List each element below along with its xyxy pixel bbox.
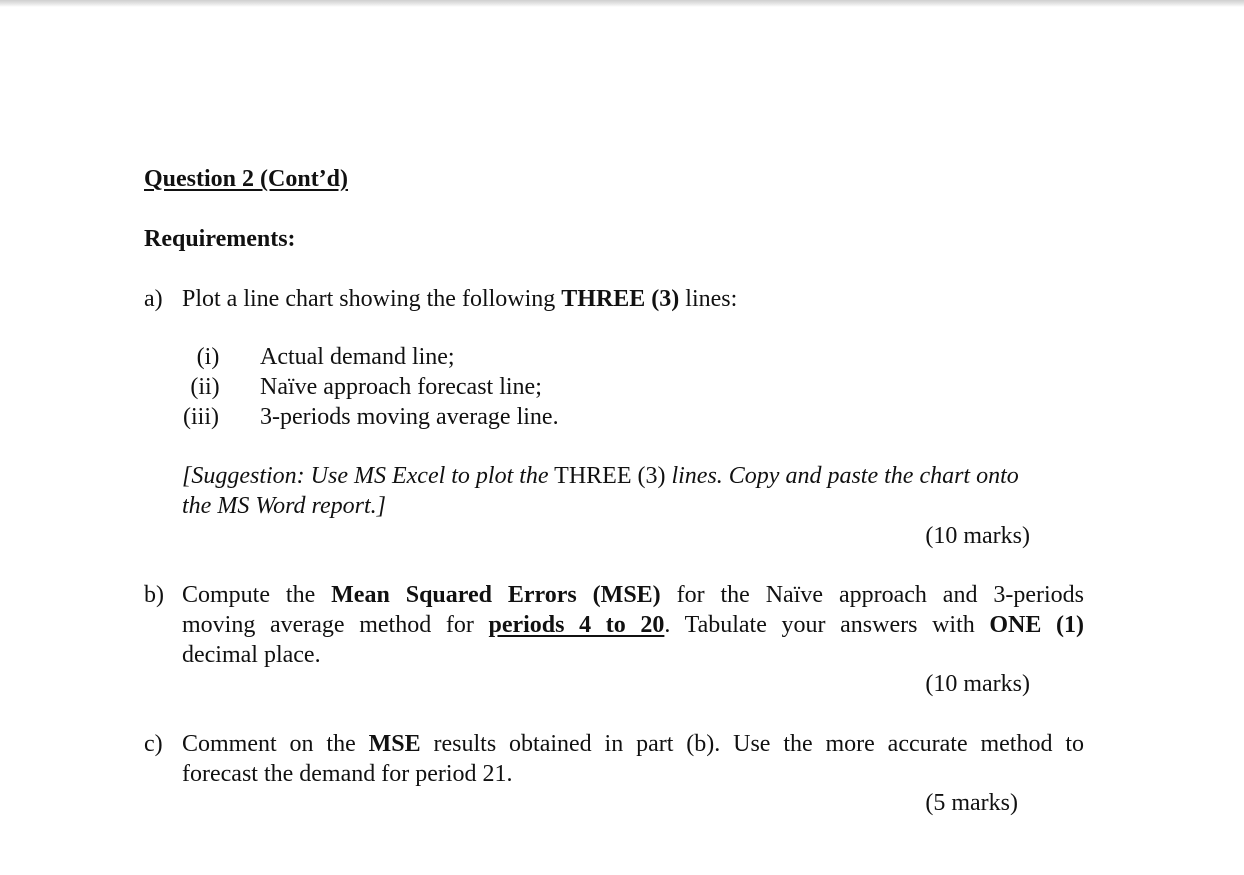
part-c-line1-post: results obtained in part (b). Use the more accurate method to — [433, 731, 1085, 757]
part-b-line2-post: . Tabulate your answers with — [664, 612, 975, 638]
part-b-line-3: decimal place. — [182, 642, 321, 668]
part-b-line2-pre: moving average method for — [182, 612, 474, 638]
item-number: (iii) — [183, 404, 219, 430]
part-a-text-before: Plot a line chart showing the following — [182, 286, 562, 312]
part-a-suggestion-line-1 — [182, 461, 1084, 491]
item-text: 3-periods moving average line. — [260, 404, 559, 430]
part-b-line2-bold: ONE (1) — [989, 612, 1085, 638]
part-b-line1-post: for the Naïve approach and 3-periods — [676, 582, 1085, 608]
part-b-line-1 — [182, 580, 1084, 610]
part-b-marks: (10 marks) — [925, 671, 1030, 697]
suggestion-plain: THREE (3) — [548, 463, 672, 489]
part-a-text-bold: THREE (3) — [561, 286, 680, 312]
part-c-letter: c) — [144, 731, 163, 757]
part-c-line-2: forecast the demand for period 21. — [182, 761, 513, 787]
question-title: Question 2 (Cont’d) — [144, 166, 349, 192]
part-b-line1-pre: Compute the — [182, 582, 316, 608]
suggestion-italic-2: lines. Copy and paste the chart onto — [671, 463, 1019, 489]
part-b-line-2 — [182, 610, 1084, 640]
part-c-marks: (5 marks) — [925, 790, 1018, 816]
part-b-line2-bold-underlined: periods 4 to 20 — [488, 612, 665, 638]
part-a-text-after: lines: — [679, 286, 738, 312]
item-number: (i) — [196, 344, 220, 370]
item-text: Naïve approach forecast line; — [260, 374, 542, 400]
requirements-label: Requirements: — [144, 226, 296, 252]
part-a-letter: a) — [144, 286, 163, 312]
item-text: Actual demand line; — [260, 344, 455, 370]
suggestion-italic-1: [Suggestion: Use MS Excel to plot the — [182, 463, 549, 489]
part-c-line-1 — [182, 729, 1084, 759]
part-b-line1-bold: Mean Squared Errors (MSE) — [331, 582, 661, 608]
part-a-marks: (10 marks) — [925, 523, 1030, 549]
part-a-suggestion-line-2: the MS Word report.] — [182, 493, 386, 519]
item-number: (ii) — [190, 374, 220, 400]
part-c-line1-bold: MSE — [368, 731, 421, 757]
part-b-letter: b) — [144, 582, 164, 608]
part-a-text — [182, 284, 737, 314]
part-c-line1-pre: Comment on the — [182, 731, 356, 757]
